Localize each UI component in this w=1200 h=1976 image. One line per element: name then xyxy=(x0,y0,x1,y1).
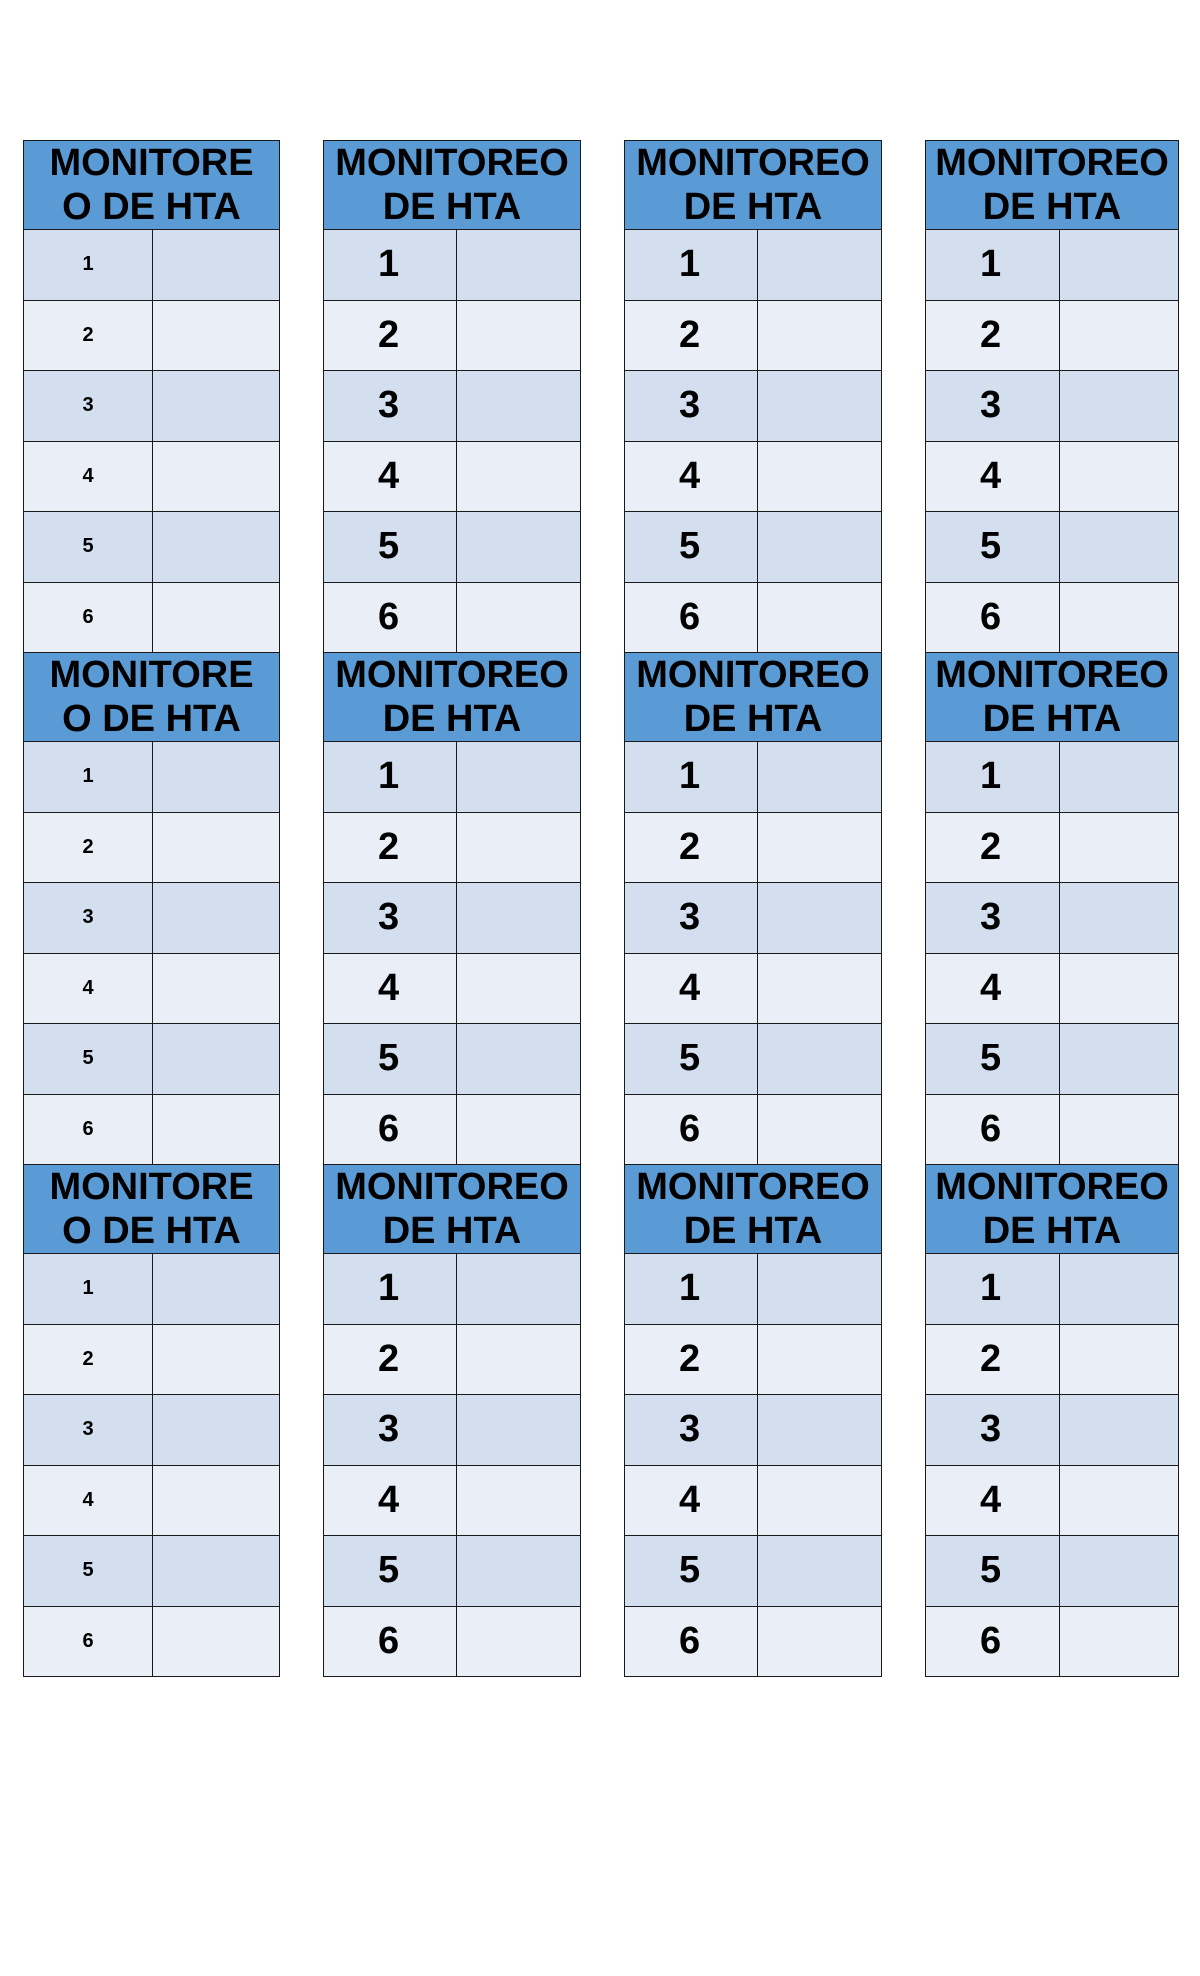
reading-entry-cell[interactable] xyxy=(758,512,882,583)
column-gap xyxy=(882,1324,926,1395)
header-line: MONITOREO xyxy=(636,654,870,696)
column-gap xyxy=(280,1536,324,1607)
header-line: DE HTA xyxy=(982,698,1122,740)
header-line: MONITORE xyxy=(49,654,254,696)
reading-entry-cell[interactable] xyxy=(153,1254,280,1325)
row-number: 6 xyxy=(324,1094,457,1165)
reading-entry-cell[interactable] xyxy=(758,1094,882,1165)
row-number: 3 xyxy=(24,1395,153,1466)
row-number: 1 xyxy=(926,1254,1060,1325)
column-gap xyxy=(581,141,625,230)
row-number: 1 xyxy=(625,230,758,301)
reading-entry-cell[interactable] xyxy=(1060,230,1179,301)
reading-entry-cell[interactable] xyxy=(457,1465,581,1536)
row-number: 2 xyxy=(24,1324,153,1395)
column-gap xyxy=(882,300,926,371)
reading-entry-cell[interactable] xyxy=(1060,742,1179,813)
column-gap xyxy=(882,1165,926,1254)
column-gap xyxy=(280,1165,324,1254)
reading-entry-cell[interactable] xyxy=(758,1536,882,1607)
row-number: 3 xyxy=(24,883,153,954)
reading-entry-cell[interactable] xyxy=(457,1254,581,1325)
row-number: 1 xyxy=(926,742,1060,813)
column-gap xyxy=(882,953,926,1024)
reading-entry-cell[interactable] xyxy=(153,1324,280,1395)
column-gap xyxy=(280,1094,324,1165)
reading-entry-cell[interactable] xyxy=(457,812,581,883)
column-gap xyxy=(581,742,625,813)
reading-entry-cell[interactable] xyxy=(457,230,581,301)
reading-entry-cell[interactable] xyxy=(758,1324,882,1395)
reading-entry-cell[interactable] xyxy=(457,1536,581,1607)
row-number: 2 xyxy=(625,1324,758,1395)
reading-entry-cell[interactable] xyxy=(153,300,280,371)
reading-entry-cell[interactable] xyxy=(457,953,581,1024)
row-number: 4 xyxy=(926,1465,1060,1536)
reading-entry-cell[interactable] xyxy=(457,582,581,653)
row-number: 3 xyxy=(324,883,457,954)
column-gap xyxy=(280,230,324,301)
reading-entry-cell[interactable] xyxy=(153,883,280,954)
column-gap xyxy=(882,812,926,883)
row-number: 5 xyxy=(24,1536,153,1607)
row-number: 6 xyxy=(324,582,457,653)
column-gap xyxy=(280,371,324,442)
table-row xyxy=(24,742,1179,813)
column-gap xyxy=(581,230,625,301)
reading-entry-cell[interactable] xyxy=(758,1465,882,1536)
row-number: 2 xyxy=(324,1324,457,1395)
reading-entry-cell[interactable] xyxy=(153,1094,280,1165)
table-row xyxy=(24,812,1179,883)
reading-entry-cell[interactable] xyxy=(153,582,280,653)
row-number: 2 xyxy=(324,300,457,371)
row-number: 4 xyxy=(24,441,153,512)
header-line: O DE HTA xyxy=(62,698,241,740)
column-gap xyxy=(280,512,324,583)
reading-entry-cell[interactable] xyxy=(758,883,882,954)
row-number: 5 xyxy=(625,512,758,583)
table-row xyxy=(24,300,1179,371)
row-number: 3 xyxy=(926,371,1060,442)
column-gap xyxy=(581,371,625,442)
header-line: DE HTA xyxy=(683,186,823,228)
table-row xyxy=(24,582,1179,653)
row-number: 3 xyxy=(926,883,1060,954)
table-row xyxy=(24,512,1179,583)
reading-entry-cell[interactable] xyxy=(1060,300,1179,371)
column-gap xyxy=(882,1536,926,1607)
row-number: 6 xyxy=(926,1606,1060,1677)
column-gap xyxy=(581,1395,625,1466)
reading-entry-cell[interactable] xyxy=(1060,1606,1179,1677)
reading-entry-cell[interactable] xyxy=(153,812,280,883)
column-gap xyxy=(882,1465,926,1536)
table-header-title xyxy=(24,141,280,230)
column-gap xyxy=(581,653,625,742)
column-gap xyxy=(581,1536,625,1607)
reading-entry-cell[interactable] xyxy=(1060,1536,1179,1607)
reading-entry-cell[interactable] xyxy=(153,1606,280,1677)
row-number: 4 xyxy=(324,953,457,1024)
reading-entry-cell[interactable] xyxy=(758,582,882,653)
table-header-title xyxy=(625,653,882,742)
reading-entry-cell[interactable] xyxy=(1060,1254,1179,1325)
row-number: 6 xyxy=(926,1094,1060,1165)
column-gap xyxy=(581,1324,625,1395)
reading-entry-cell[interactable] xyxy=(1060,1024,1179,1095)
column-gap xyxy=(280,1465,324,1536)
reading-entry-cell[interactable] xyxy=(758,812,882,883)
column-gap xyxy=(581,582,625,653)
row-number: 3 xyxy=(625,371,758,442)
row-number: 6 xyxy=(324,1606,457,1677)
reading-entry-cell[interactable] xyxy=(153,953,280,1024)
header-line: DE HTA xyxy=(982,1210,1122,1252)
header-line: DE HTA xyxy=(982,186,1122,228)
reading-entry-cell[interactable] xyxy=(758,441,882,512)
table-header-title xyxy=(926,141,1179,230)
header-line: O DE HTA xyxy=(62,186,241,228)
column-gap xyxy=(280,653,324,742)
row-number: 1 xyxy=(926,230,1060,301)
column-gap xyxy=(581,1465,625,1536)
reading-entry-cell[interactable] xyxy=(1060,1094,1179,1165)
column-gap xyxy=(882,441,926,512)
row-number: 1 xyxy=(24,1254,153,1325)
table-row xyxy=(24,1395,1179,1466)
reading-entry-cell[interactable] xyxy=(457,371,581,442)
row-number: 4 xyxy=(324,1465,457,1536)
reading-entry-cell[interactable] xyxy=(758,1024,882,1095)
row-number: 2 xyxy=(24,812,153,883)
row-number: 4 xyxy=(625,1465,758,1536)
column-gap xyxy=(882,1395,926,1466)
row-number: 5 xyxy=(625,1024,758,1095)
column-gap xyxy=(280,883,324,954)
column-gap xyxy=(882,1024,926,1095)
column-gap xyxy=(882,1606,926,1677)
reading-entry-cell[interactable] xyxy=(758,742,882,813)
reading-entry-cell[interactable] xyxy=(758,1606,882,1677)
row-number: 6 xyxy=(625,1094,758,1165)
header-line: DE HTA xyxy=(382,186,522,228)
table-row xyxy=(24,1254,1179,1325)
row-number: 2 xyxy=(926,300,1060,371)
column-gap xyxy=(882,371,926,442)
table-header-title xyxy=(24,1165,280,1254)
column-gap xyxy=(280,1254,324,1325)
header-line: DE HTA xyxy=(683,698,823,740)
table-row xyxy=(24,441,1179,512)
reading-entry-cell[interactable] xyxy=(758,230,882,301)
column-gap xyxy=(581,300,625,371)
row-number: 2 xyxy=(926,812,1060,883)
header-line: MONITORE xyxy=(49,142,254,184)
column-gap xyxy=(882,1094,926,1165)
column-gap xyxy=(280,141,324,230)
reading-entry-cell[interactable] xyxy=(457,883,581,954)
column-gap xyxy=(280,742,324,813)
row-number: 5 xyxy=(625,1536,758,1607)
header-line: DE HTA xyxy=(382,698,522,740)
header-line: MONITOREO xyxy=(335,654,569,696)
column-gap xyxy=(280,1324,324,1395)
header-line: MONITOREO xyxy=(335,1166,569,1208)
column-gap xyxy=(581,441,625,512)
hta-monitoring-grid xyxy=(23,140,1179,1677)
row-number: 2 xyxy=(926,1324,1060,1395)
row-number: 6 xyxy=(625,1606,758,1677)
row-number: 1 xyxy=(24,230,153,301)
column-gap xyxy=(581,1165,625,1254)
reading-entry-cell[interactable] xyxy=(758,953,882,1024)
header-line: MONITOREO xyxy=(935,142,1169,184)
reading-entry-cell[interactable] xyxy=(758,371,882,442)
reading-entry-cell[interactable] xyxy=(153,512,280,583)
reading-entry-cell[interactable] xyxy=(1060,812,1179,883)
row-number: 4 xyxy=(926,441,1060,512)
reading-entry-cell[interactable] xyxy=(457,742,581,813)
reading-entry-cell[interactable] xyxy=(1060,371,1179,442)
table-header-title xyxy=(625,141,882,230)
row-number: 4 xyxy=(24,1465,153,1536)
column-gap xyxy=(882,1254,926,1325)
reading-entry-cell[interactable] xyxy=(457,1395,581,1466)
column-gap xyxy=(882,512,926,583)
row-number: 1 xyxy=(324,1254,457,1325)
row-number: 6 xyxy=(24,1606,153,1677)
row-number: 3 xyxy=(625,1395,758,1466)
row-number: 5 xyxy=(24,512,153,583)
table-row xyxy=(24,883,1179,954)
table-header-title xyxy=(324,1165,581,1254)
reading-entry-cell[interactable] xyxy=(153,742,280,813)
reading-entry-cell[interactable] xyxy=(1060,953,1179,1024)
row-number: 5 xyxy=(324,1536,457,1607)
header-line: MONITOREO xyxy=(935,1166,1169,1208)
reading-entry-cell[interactable] xyxy=(1060,883,1179,954)
row-number: 1 xyxy=(24,742,153,813)
reading-entry-cell[interactable] xyxy=(153,230,280,301)
table-row xyxy=(24,953,1179,1024)
row-number: 2 xyxy=(625,300,758,371)
reading-entry-cell[interactable] xyxy=(153,1395,280,1466)
header-line: MONITOREO xyxy=(636,1166,870,1208)
table-header-title xyxy=(324,141,581,230)
column-gap xyxy=(581,512,625,583)
reading-entry-cell[interactable] xyxy=(457,1606,581,1677)
row-number: 6 xyxy=(24,582,153,653)
column-gap xyxy=(280,953,324,1024)
row-number: 1 xyxy=(324,230,457,301)
reading-entry-cell[interactable] xyxy=(153,1465,280,1536)
reading-entry-cell[interactable] xyxy=(1060,1465,1179,1536)
row-number: 1 xyxy=(324,742,457,813)
table-row xyxy=(24,1465,1179,1536)
row-number: 6 xyxy=(926,582,1060,653)
row-number: 4 xyxy=(625,953,758,1024)
row-number: 5 xyxy=(926,1536,1060,1607)
column-gap xyxy=(882,653,926,742)
table-row xyxy=(24,1536,1179,1607)
row-number: 2 xyxy=(324,812,457,883)
table-header-title xyxy=(625,1165,882,1254)
table-row xyxy=(24,1324,1179,1395)
reading-entry-cell[interactable] xyxy=(457,512,581,583)
row-number: 5 xyxy=(324,512,457,583)
row-number: 3 xyxy=(324,1395,457,1466)
row-number: 1 xyxy=(625,1254,758,1325)
reading-entry-cell[interactable] xyxy=(1060,441,1179,512)
table-row xyxy=(24,1024,1179,1095)
row-number: 5 xyxy=(926,512,1060,583)
reading-entry-cell[interactable] xyxy=(153,1024,280,1095)
table-header-title xyxy=(324,653,581,742)
column-gap xyxy=(581,812,625,883)
block-header-row xyxy=(24,1165,1179,1254)
reading-entry-cell[interactable] xyxy=(457,300,581,371)
reading-entry-cell[interactable] xyxy=(1060,512,1179,583)
column-gap xyxy=(581,1254,625,1325)
row-number: 6 xyxy=(24,1094,153,1165)
table-row xyxy=(24,1606,1179,1677)
column-gap xyxy=(581,953,625,1024)
column-gap xyxy=(280,300,324,371)
row-number: 3 xyxy=(926,1395,1060,1466)
reading-entry-cell[interactable] xyxy=(457,1324,581,1395)
row-number: 4 xyxy=(926,953,1060,1024)
row-number: 5 xyxy=(324,1024,457,1095)
header-line: MONITOREO xyxy=(935,654,1169,696)
table-row xyxy=(24,371,1179,442)
table-header-title xyxy=(926,1165,1179,1254)
column-gap xyxy=(280,1395,324,1466)
row-number: 3 xyxy=(625,883,758,954)
header-line: DE HTA xyxy=(683,1210,823,1252)
column-gap xyxy=(280,1606,324,1677)
row-number: 5 xyxy=(24,1024,153,1095)
column-gap xyxy=(280,582,324,653)
table-row xyxy=(24,230,1179,301)
column-gap xyxy=(882,883,926,954)
column-gap xyxy=(280,812,324,883)
column-gap xyxy=(882,230,926,301)
header-line: MONITOREO xyxy=(636,142,870,184)
row-number: 4 xyxy=(625,441,758,512)
column-gap xyxy=(280,1024,324,1095)
row-number: 3 xyxy=(24,371,153,442)
row-number: 4 xyxy=(24,953,153,1024)
column-gap xyxy=(882,582,926,653)
reading-entry-cell[interactable] xyxy=(153,1536,280,1607)
reading-entry-cell[interactable] xyxy=(153,371,280,442)
row-number: 2 xyxy=(625,812,758,883)
row-number: 6 xyxy=(625,582,758,653)
column-gap xyxy=(581,1024,625,1095)
row-number: 4 xyxy=(324,441,457,512)
block-header-row xyxy=(24,653,1179,742)
header-line: MONITORE xyxy=(49,1166,254,1208)
reading-entry-cell[interactable] xyxy=(1060,582,1179,653)
column-gap xyxy=(581,883,625,954)
block-header-row xyxy=(24,141,1179,230)
row-number: 1 xyxy=(625,742,758,813)
reading-entry-cell[interactable] xyxy=(153,441,280,512)
header-line: O DE HTA xyxy=(62,1210,241,1252)
row-number: 3 xyxy=(324,371,457,442)
column-gap xyxy=(581,1606,625,1677)
reading-entry-cell[interactable] xyxy=(1060,1395,1179,1466)
column-gap xyxy=(280,441,324,512)
reading-entry-cell[interactable] xyxy=(758,1254,882,1325)
reading-entry-cell[interactable] xyxy=(457,441,581,512)
table-header-title xyxy=(926,653,1179,742)
column-gap xyxy=(882,141,926,230)
row-number: 2 xyxy=(24,300,153,371)
column-gap xyxy=(882,742,926,813)
column-gap xyxy=(581,1094,625,1165)
reading-entry-cell[interactable] xyxy=(457,1024,581,1095)
table-row xyxy=(24,1094,1179,1165)
reading-entry-cell[interactable] xyxy=(1060,1324,1179,1395)
reading-entry-cell[interactable] xyxy=(758,1395,882,1466)
reading-entry-cell[interactable] xyxy=(457,1094,581,1165)
reading-entry-cell[interactable] xyxy=(758,300,882,371)
header-line: MONITOREO xyxy=(335,142,569,184)
header-line: DE HTA xyxy=(382,1210,522,1252)
row-number: 5 xyxy=(926,1024,1060,1095)
table-header-title xyxy=(24,653,280,742)
